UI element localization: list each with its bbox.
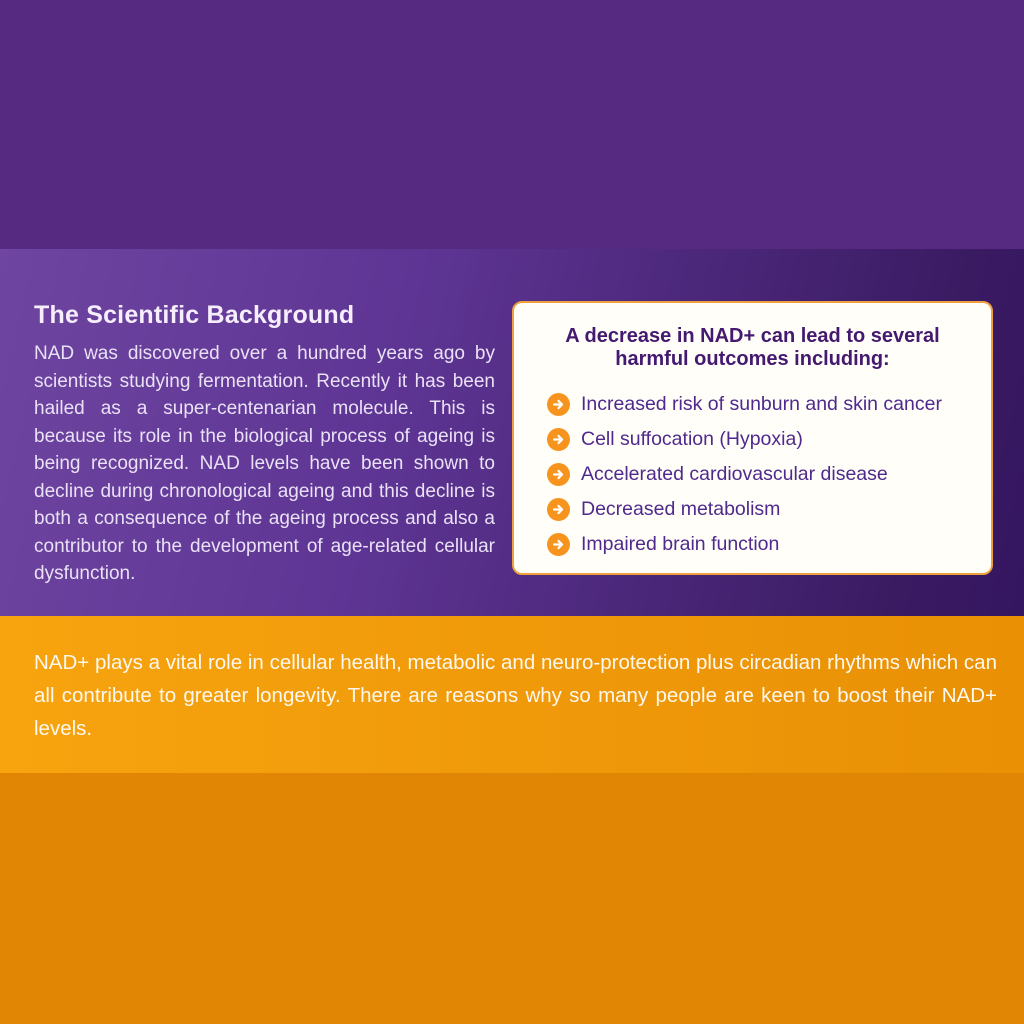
harmful-outcomes-heading: A decrease in NAD+ can lead to several harmful outcomes including: bbox=[565, 325, 940, 370]
list-item-label: Accelerated cardiovascular disease bbox=[581, 463, 888, 485]
harmful-outcomes-list bbox=[514, 393, 991, 556]
arrow-right-circle-icon bbox=[547, 428, 570, 451]
scientific-background-heading: The Scientific Background bbox=[34, 301, 355, 329]
list-item bbox=[547, 463, 973, 486]
benefits-band-text: NAD+ plays a vital role in cellular health, metabolic and neuro-protection plus circadian rhythms which can all contribute to greater longevity. There are reasons why so many people are keen to boost their NAD+ levels. bbox=[34, 651, 997, 740]
harmful-outcomes-card bbox=[512, 301, 993, 575]
top-purple-band bbox=[0, 0, 1024, 249]
arrow-right-circle-icon bbox=[547, 533, 570, 556]
list-item bbox=[547, 498, 973, 521]
list-item bbox=[547, 533, 973, 556]
list-item-label: Cell suffocation (Hypoxia) bbox=[581, 428, 803, 450]
arrow-right-circle-icon bbox=[547, 393, 570, 416]
list-item-label: Decreased metabolism bbox=[581, 498, 781, 520]
list-item-label: Increased risk of sunburn and skin cancer bbox=[581, 393, 942, 415]
bottom-orange-band bbox=[0, 773, 1024, 1024]
list-item bbox=[547, 393, 973, 416]
list-item-label: Impaired brain function bbox=[581, 533, 780, 555]
arrow-right-circle-icon bbox=[547, 463, 570, 486]
list-item bbox=[547, 428, 973, 451]
scientific-background-body: NAD was discovered over a hundred years ago by scientists studying fermentation. Recently it has been hailed as a super-centenarian molecule. This is because its role in the biological process of ageing is being recognized. NAD levels have been shown to decline during chronological ageing and this decline is both a consequence of the ageing process and also a contributor to the development of age-related cellular dysfunction. bbox=[34, 343, 495, 584]
scientific-background-section bbox=[0, 249, 1024, 616]
benefits-band bbox=[0, 616, 1024, 773]
arrow-right-circle-icon bbox=[547, 498, 570, 521]
